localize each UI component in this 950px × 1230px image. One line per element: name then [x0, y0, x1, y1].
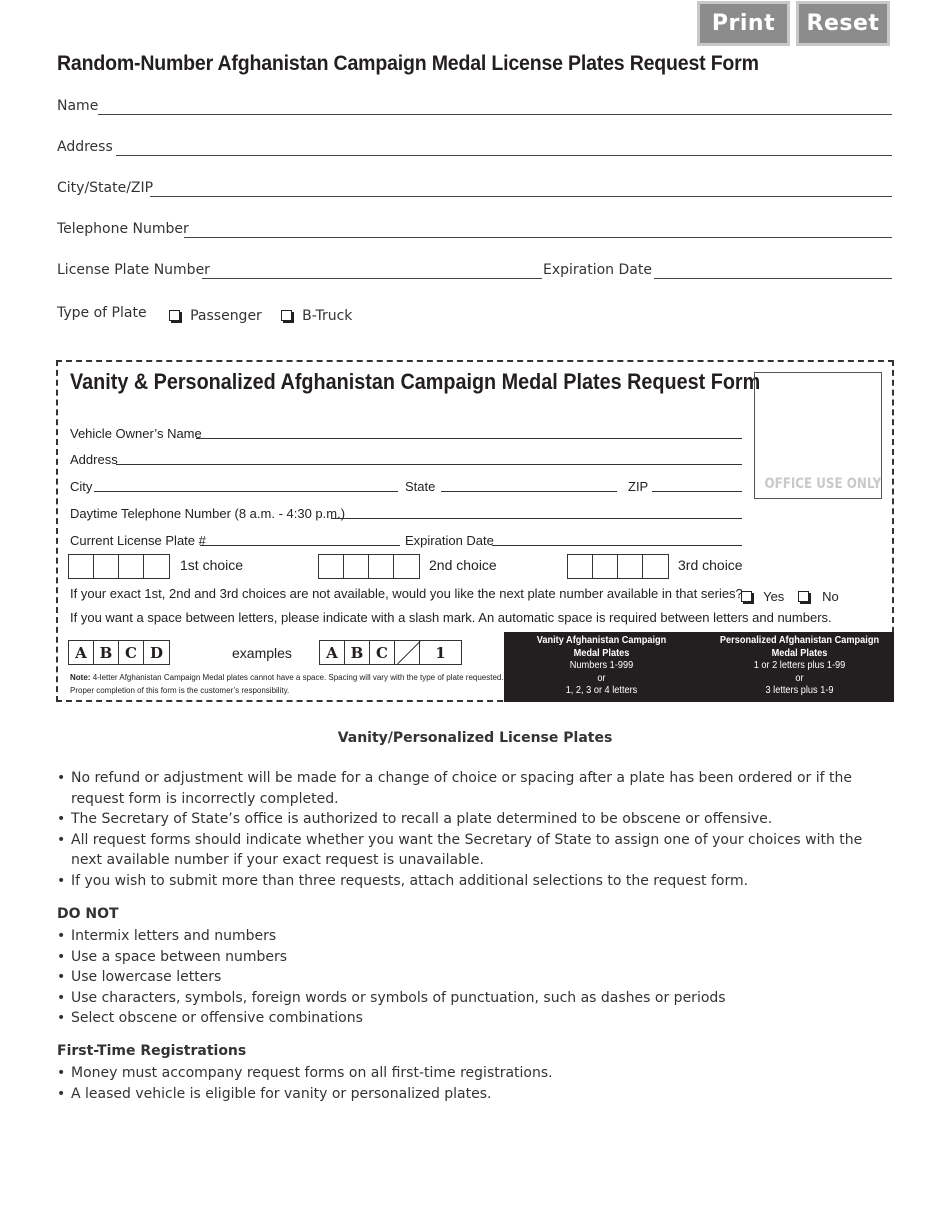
first-choice-input[interactable] [68, 554, 170, 579]
state-label: State [405, 479, 436, 494]
page-title: Random-Number Afghanistan Campaign Medal License Plates Request Form [57, 52, 759, 75]
example-2-cell: A [320, 641, 345, 664]
b-truck-option[interactable] [281, 305, 352, 324]
personalized-col-line-3: 3 letters plus 1-9 [765, 685, 834, 696]
list-item: • Use a space between numbers [57, 947, 892, 968]
telephone-field[interactable] [184, 237, 892, 238]
daytime-phone-field[interactable] [331, 518, 742, 519]
do-not-bullets [57, 926, 892, 1029]
next-number-question: If your exact 1st, 2nd and 3rd choices are not available, would you like the next plate number available in that series? [70, 586, 743, 601]
zip-field[interactable] [652, 491, 742, 492]
list-item: • Intermix letters and numbers [57, 926, 892, 947]
third-choice-input[interactable] [567, 554, 669, 579]
example-1-cell: C [119, 641, 144, 664]
telephone-label: Telephone Number [57, 221, 189, 237]
owner-name-label: Vehicle Owner’s Name [70, 426, 202, 441]
city-state-zip-field[interactable] [150, 196, 892, 197]
example-1-cell: D [149, 643, 163, 662]
passenger-checkbox[interactable] [169, 310, 180, 321]
spacing-note [70, 671, 510, 697]
example-2-cell: 1 [435, 643, 446, 662]
info-heading: Vanity/Personalized License Plates [337, 730, 613, 746]
note-bold: Note: [70, 673, 91, 682]
yes-label: Yes [763, 589, 785, 604]
plate-types-panel [504, 632, 894, 702]
list-item: • Select obscene or offensive combinations [57, 1008, 892, 1029]
vanity-plates-column [512, 635, 691, 698]
vanity-expiration-field[interactable] [492, 545, 742, 546]
state-field[interactable] [441, 491, 617, 492]
list-item: • If you wish to submit more than three requests, attach additional selections to the request form. [57, 871, 892, 892]
example-2-cell: B [345, 641, 370, 664]
list-item: • Money must accompany request forms on all first-time registrations. [57, 1063, 892, 1084]
b-truck-checkbox[interactable] [281, 310, 292, 321]
expiration-date-label: Expiration Date [543, 262, 652, 278]
first-time-bullets [57, 1063, 892, 1104]
list-item: • All request forms should indicate whether you want the Secretary of State to assign one of your choices with the next available number if your exact request is unavailable. [57, 830, 892, 871]
example-2-slash-cell [395, 641, 420, 664]
type-of-plate-label: Type of Plate [57, 305, 147, 321]
vanity-col-line-3: 1, 2, 3 or 4 letters [565, 685, 638, 696]
second-choice-label: 2nd choice [429, 557, 497, 573]
address-field[interactable] [116, 155, 892, 156]
print-button[interactable]: Print [697, 1, 790, 46]
license-plate-number-field[interactable] [202, 278, 542, 279]
note-text: 4-letter Afghanistan Campaign Medal plates cannot have a space. Spacing will vary with the type of plate requested. [92, 673, 504, 682]
vanity-col-title-2: Medal Plates [573, 647, 630, 659]
vanity-address-field[interactable] [116, 464, 742, 465]
example-1-cell: B [94, 641, 119, 664]
address-label: Address [57, 139, 113, 155]
passenger-label: Passenger [190, 308, 262, 324]
space-instruction: If you want a space between letters, please indicate with a slash mark. An automatic space is required between letters and numbers. [70, 610, 832, 625]
passenger-option[interactable] [169, 305, 262, 324]
no-checkbox[interactable] [798, 591, 809, 602]
no-option[interactable] [798, 586, 839, 605]
license-plate-number-label: License Plate Number [57, 262, 210, 278]
city-state-zip-label: City/State/ZIP [57, 180, 154, 196]
third-choice-label: 3rd choice [678, 557, 743, 573]
second-choice-input[interactable] [318, 554, 420, 579]
examples-label: examples [232, 645, 292, 661]
no-label: No [822, 589, 839, 604]
b-truck-label: B-Truck [302, 308, 353, 324]
info-bullets [57, 768, 892, 891]
vanity-col-title-1: Vanity Afghanistan Campaign [536, 635, 667, 646]
do-not-heading: DO NOT [57, 906, 119, 922]
list-item: • No refund or adjustment will be made for a change of choice or spacing after a plate has been ordered or if the request form is incorrectly completed. [57, 768, 892, 809]
list-item: • Use characters, symbols, foreign words or symbols of punctuation, such as dashes or periods [57, 988, 892, 1009]
current-plate-label: Current License Plate # [70, 533, 206, 548]
yes-checkbox[interactable] [741, 591, 752, 602]
example-1-cell: A [69, 641, 94, 664]
personalized-col-line-2: or [795, 672, 804, 684]
note-text-2: Proper completion of this form is the customer’s responsibility. [70, 686, 290, 695]
office-use-label: OFFICE USE ONLY [764, 476, 882, 492]
first-choice-label: 1st choice [180, 557, 244, 573]
office-use-box [754, 372, 882, 499]
city-field[interactable] [94, 491, 398, 492]
vanity-col-line-2: or [597, 672, 606, 684]
example-plate-1 [68, 640, 170, 665]
owner-name-field[interactable] [196, 438, 742, 439]
first-time-heading: First-Time Registrations [57, 1043, 247, 1059]
daytime-phone-label: Daytime Telephone Number (8 a.m. - 4:30 p.m.) [70, 506, 346, 521]
zip-label: ZIP [628, 479, 649, 494]
name-label: Name [57, 98, 99, 114]
reset-button[interactable]: Reset [796, 1, 890, 46]
vanity-col-line-1: Numbers 1-999 [569, 660, 634, 671]
city-label: City [70, 479, 93, 494]
vanity-address-label: Address [70, 452, 118, 467]
yes-option[interactable] [741, 586, 784, 605]
list-item: • Use lowercase letters [57, 967, 892, 988]
name-field[interactable] [98, 114, 892, 115]
example-2-cell: C [370, 641, 395, 664]
personalized-col-line-1: 1 or 2 letters plus 1-99 [753, 660, 846, 671]
personalized-col-title-1: Personalized Afghanistan Campaign [719, 635, 880, 646]
current-plate-field[interactable] [200, 545, 400, 546]
expiration-date-field[interactable] [654, 278, 892, 279]
vanity-form-title: Vanity & Personalized Afghanistan Campaign Medal Plates Request Form [70, 369, 761, 394]
list-item: • A leased vehicle is eligible for vanity or personalized plates. [57, 1084, 892, 1105]
list-item: • The Secretary of State’s office is authorized to recall a plate determined to be obscene or offensive. [57, 809, 892, 830]
personalized-col-title-2: Medal Plates [771, 647, 828, 659]
example-plate-2 [319, 640, 462, 665]
vanity-expiration-label: Expiration Date [405, 533, 494, 548]
personalized-plates-column [710, 635, 889, 698]
